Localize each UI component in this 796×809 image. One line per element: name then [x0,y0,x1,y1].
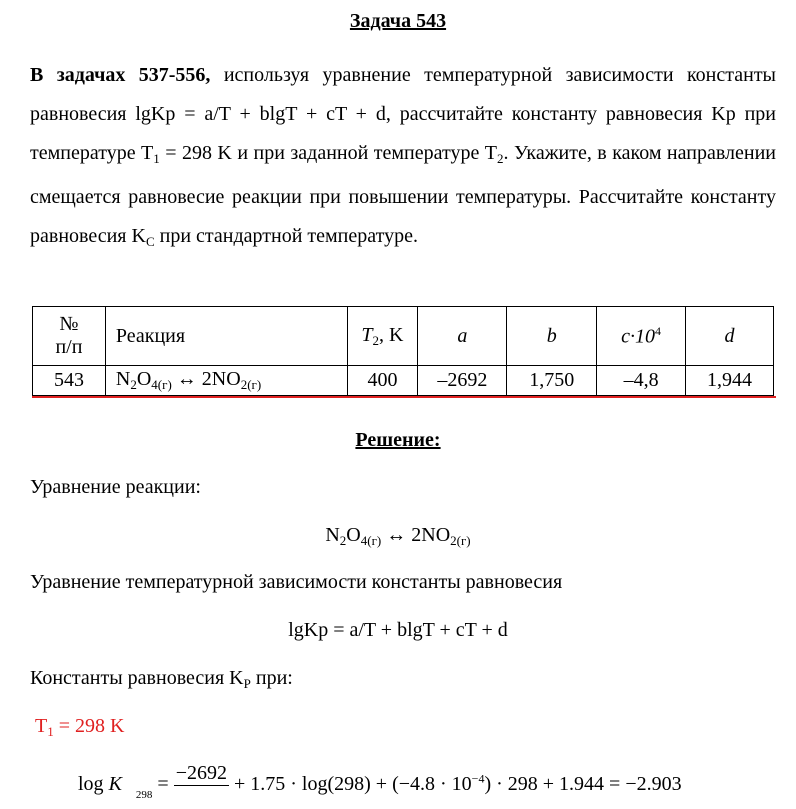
t: ) · 298 + 1.944 = −2.903 [484,773,682,796]
sup: 4 [655,323,662,338]
cell-num: 543 [33,366,106,396]
text: при стандартной температуре. [154,225,418,247]
c: c·10 [621,325,656,348]
t1-label [35,715,124,740]
t: T [35,715,48,737]
sub: 2 [130,377,137,392]
text: = 298 K и при заданной температуре T [159,142,498,164]
unit: , K [379,323,404,346]
t: = 298 K [53,715,125,737]
sub: 2 [339,533,347,548]
sub: 298 [135,789,153,802]
num-label: п/п [55,336,83,358]
t: N [325,524,340,546]
t: + 1.75 · log(298) + (−4.8 · 10 [228,773,472,796]
t: ↔ 2NO [171,368,241,390]
t: T [361,323,373,346]
sub: 2 [497,151,504,166]
header-c [597,307,686,366]
sub: 1 [153,151,160,166]
cell-b: 1,750 [507,366,597,396]
reaction-equation [0,524,796,549]
cell-d: 1,944 [686,366,774,396]
t: Константы равновесия K [30,667,244,689]
a: a [457,324,468,347]
sub: C [145,234,155,249]
sub: 2(г) [450,533,471,548]
sub: 4(г) [151,377,172,392]
sub: P [243,676,251,691]
header-a [418,307,507,366]
sub: 4(г) [360,533,382,548]
header-t2 [347,307,418,366]
text: . Укажите, в каком направлении смещается равновесие реакции при повышении температуры. Рассчитайте константу равновесия K [30,142,776,247]
b: b [546,324,557,347]
problem-statement [30,56,776,261]
t: = [152,773,174,796]
dependence-equation: lgKp = a/T + blgT + cT + d [288,619,508,641]
header-b [507,307,597,366]
kp298-formula [78,762,682,809]
t: O [346,524,361,546]
cell-reaction [105,366,347,396]
red-underline [32,396,776,398]
table-header-row [33,307,774,366]
solution-heading: Решение: [355,429,441,451]
text: используя уравнение температурной зависимости константы равновесия lgKp = a/T + blgT + cT + d, рассчитайте константу равновесия Kp при температуре T [30,64,776,164]
problem-title: Задача 543 [349,10,447,32]
num-sign: № [59,313,79,335]
cell-a: –2692 [418,366,507,396]
fraction [174,762,229,809]
header-reaction: Реакция [105,307,347,366]
cell-t2: 400 [347,366,418,396]
header-d [686,307,774,366]
table-row [33,366,774,396]
sub: 1 [47,724,54,739]
d: d [724,324,735,347]
reaction-label: Уравнение реакции: [30,476,201,498]
header-num [33,307,106,366]
numerator: −2692 [175,762,227,784]
dependence-label: Уравнение температурной зависимости константы равновесия [30,571,563,593]
sub: 2 [372,332,380,348]
t: K [108,773,122,796]
problem-range: В задачах 537-556, [30,64,211,86]
t: N [115,368,131,390]
sup: −4 [471,771,485,786]
t: ↔ 2NO [381,524,451,546]
sub: 2(г) [240,377,262,392]
cell-c: –4,8 [597,366,686,396]
t: при: [250,667,293,689]
t: O [136,368,152,390]
t: log [78,773,109,796]
data-table [32,306,774,396]
kp-label [30,667,293,692]
